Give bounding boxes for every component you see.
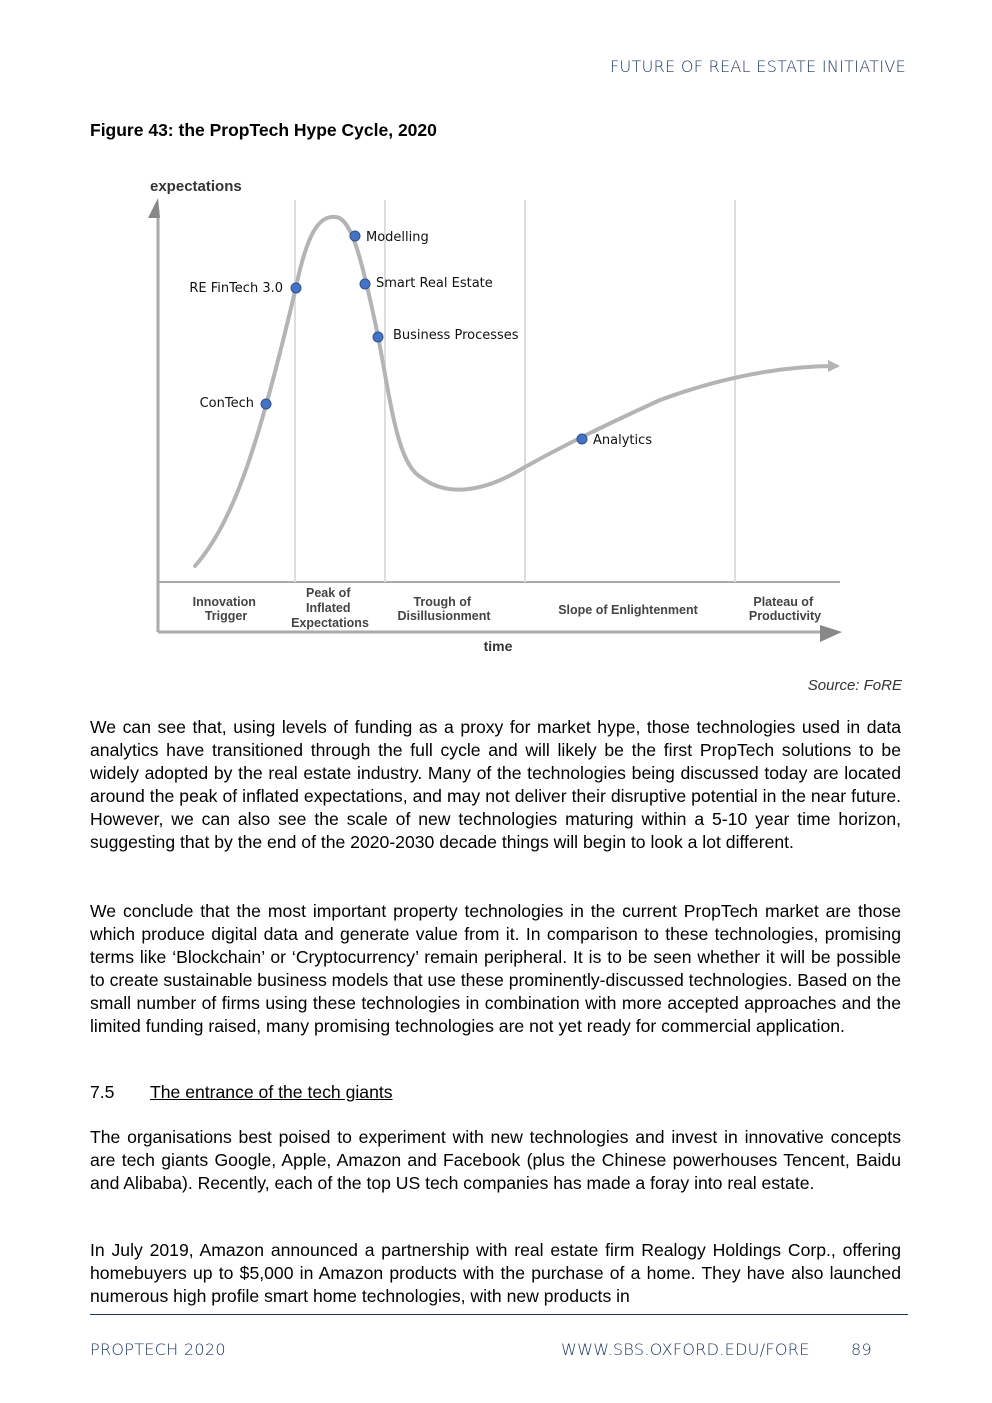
label-analytics: Analytics — [593, 433, 653, 448]
footer-publication: PROPTECH 2020 — [90, 1340, 226, 1359]
x-axis-arrow — [820, 625, 842, 642]
section-heading — [90, 1082, 393, 1103]
footer-url[interactable]: WWW.SBS.OXFORD.EDU/FORE — [561, 1340, 810, 1359]
point-re-fintech — [291, 283, 301, 293]
phase-slope-enlightenment: Slope of Enlightenment — [558, 603, 698, 617]
label-modelling: Modelling — [366, 230, 429, 245]
phase-innovation-trigger: Innovation Trigger — [192, 595, 256, 623]
point-contech — [261, 399, 271, 409]
y-axis-label: expectations — [150, 178, 242, 195]
y-axis-arrow — [148, 198, 160, 218]
phase-trough-disillusionment: Trough of Disillusionment — [397, 595, 491, 623]
x-axis-label: time — [483, 638, 513, 654]
point-analytics — [577, 434, 587, 444]
label-business-processes: Business Processes — [393, 328, 519, 343]
point-business-processes — [373, 332, 383, 342]
hype-curve — [195, 217, 836, 566]
hype-cycle-chart — [140, 170, 860, 665]
paragraph-4: In July 2019, Amazon announced a partnership with real estate firm Realogy Holdings Corp., offering homebuyers up to $5,000 in Amazon products with the purchase of a home. They have also launched numerous high profile smart home technologies, with new products in — [90, 1240, 901, 1306]
phase-plateau-productivity: Plateau of Productivity — [748, 595, 822, 623]
figure-source: Source: FoRE — [807, 677, 902, 694]
label-contech: ConTech — [199, 396, 254, 411]
point-smart-real-estate — [360, 279, 370, 289]
point-modelling — [350, 231, 360, 241]
paragraph-3: The organisations best poised to experiment with new technologies and invest in innovative concepts are tech giants Google, Apple, Amazon and Facebook (plus the Chinese powerhouses Tencent, Baidu and Alibaba). Recently, each of the top US tech companies has made a foray into real estate. — [90, 1127, 901, 1193]
curve-arrowhead — [828, 360, 840, 372]
page-number: 89 — [851, 1340, 872, 1359]
label-smart-real-estate: Smart Real Estate — [376, 276, 493, 291]
label-re-fintech: RE FinTech 3.0 — [189, 281, 283, 296]
section-title: The entrance of the tech giants — [150, 1082, 393, 1102]
header-initiative: FUTURE OF REAL ESTATE INITIATIVE — [610, 57, 906, 76]
figure-title: Figure 43: the PropTech Hype Cycle, 2020 — [90, 120, 437, 140]
paragraph-2: We conclude that the most important property technologies in the current PropTech market are those which produce digital data and generate value from it. In comparison to these technologies, promising terms like ‘Blockchain’ or ‘Cryptocurrency’ remain peripheral. It is to be seen whether it will be possible to create sustainable business models that use these prominently-discussed technologies. Based on the small number of firms using these technologies in combination with more accepted approaches and the limited funding raised, many promising technologies are not yet ready for commercial application. — [90, 901, 901, 1036]
phase-peak-inflated-expectations: Peak of Inflated Expectations — [291, 586, 369, 630]
section-number: 7.5 — [90, 1082, 115, 1102]
paragraph-1: We can see that, using levels of funding as a proxy for market hype, those technologies used in data analytics have transitioned through the full cycle and will likely be the first PropTech solutions to be widely adopted by the real estate industry. Many of the technologies being discussed today are located around the peak of inflated expectations, and may not deliver their disruptive potential in the near future. However, we can also see the scale of new technologies maturing within a 5-10 year time horizon, suggesting that by the end of the 2020-2030 decade things will begin to look a lot different. — [90, 717, 901, 852]
footer-divider — [90, 1314, 908, 1315]
